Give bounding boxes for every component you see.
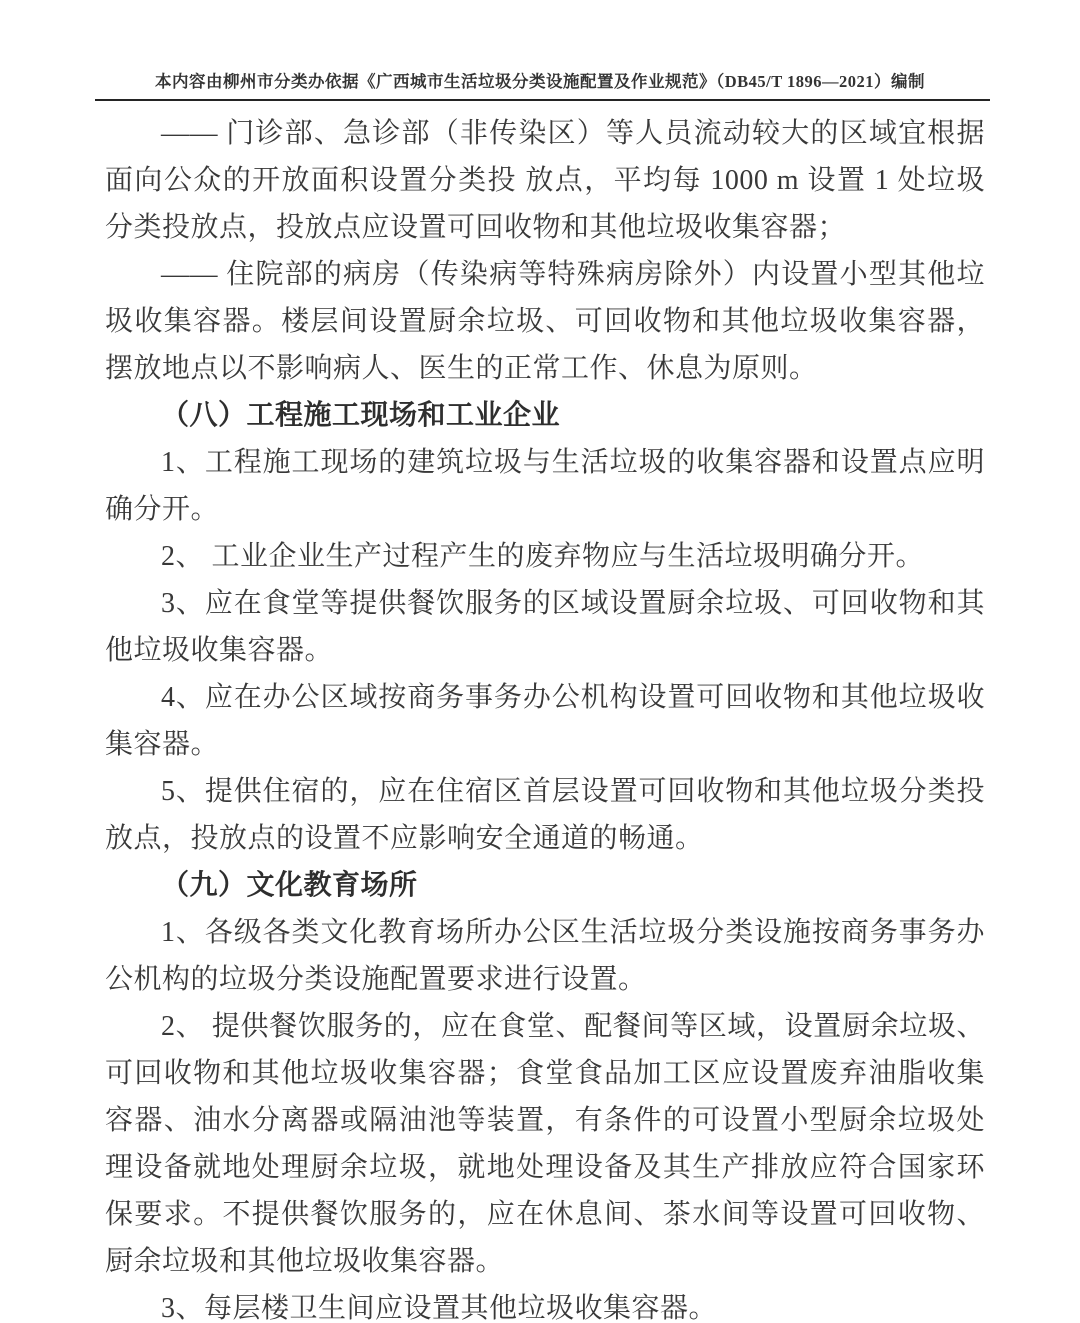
section-heading-construction-industry: （八）工程施工现场和工业企业 xyxy=(161,400,561,431)
paragraph-education-item-1: 1、各级各类文化教育场所办公区生活垃圾分类设施按商务事务办公机构的垃圾分类设施配置要求进行设置。 xyxy=(105,917,985,995)
paragraph-construction-item-1: 1、工程施工现场的建筑垃圾与生活垃圾的收集容器和设置点应明确分开。 xyxy=(105,447,985,525)
paragraph-education-item-2: 2、 提供餐饮服务的，应在食堂、配餐间等区域，设置厨余垃圾、可回收物和其他垃圾收集容器；食堂食品加工区应设置废弃油脂收集容器、油水分离器或隔油池等装置，有条件的可设置小型厨余垃圾处理设备就地处理厨余垃圾，就地处理设备及其生产排放应符合国家环保要求。不提供餐饮服务的，应在休息间、茶水间等设置可回收物、厨余垃圾和其他垃圾收集容器。 xyxy=(105,1011,985,1277)
paragraph-construction-item-5: 5、提供住宿的，应在住宿区首层设置可回收物和其他垃圾分类投放点，投放点的设置不应影响安全通道的畅通。 xyxy=(105,776,985,854)
page-header xyxy=(0,0,1080,92)
header-note: 本内容由柳州市分类办依据《广西城市生活垃圾分类设施配置及作业规范》（DB45/T 1896—2021）编制 xyxy=(154,72,926,91)
section-heading-culture-education: （九）文化教育场所 xyxy=(161,870,418,901)
header-divider xyxy=(95,99,990,101)
document-body xyxy=(105,110,985,1323)
paragraph-construction-item-3: 3、应在食堂等提供餐饮服务的区域设置厨余垃圾、可回收物和其他垃圾收集容器。 xyxy=(105,588,985,666)
paragraph-construction-item-2: 2、 工业企业生产过程产生的废弃物应与生活垃圾明确分开。 xyxy=(161,541,925,572)
paragraph-inpatient-wards: —— 住院部的病房（传染病等特殊病房除外）内设置小型其他垃圾收集容器。楼层间设置厨余垃圾、可回收物和其他垃圾收集容器，摆放地点以不影响病人、医生的正常工作、休息为原则。 xyxy=(105,259,985,384)
paragraph-construction-item-4: 4、应在办公区域按商务事务办公机构设置可回收物和其他垃圾收集容器。 xyxy=(105,682,985,760)
paragraph-outpatient-areas: —— 门诊部、急诊部（非传染区）等人员流动较大的区域宜根据面向公众的开放面积设置分类投 放点，平均每 1000 m 设置 1 处垃圾分类投放点，投放点应设置可回收物和其他垃圾收集容器； xyxy=(105,118,985,243)
paragraph-education-item-3: 3、每层楼卫生间应设置其他垃圾收集容器。 xyxy=(161,1293,718,1323)
